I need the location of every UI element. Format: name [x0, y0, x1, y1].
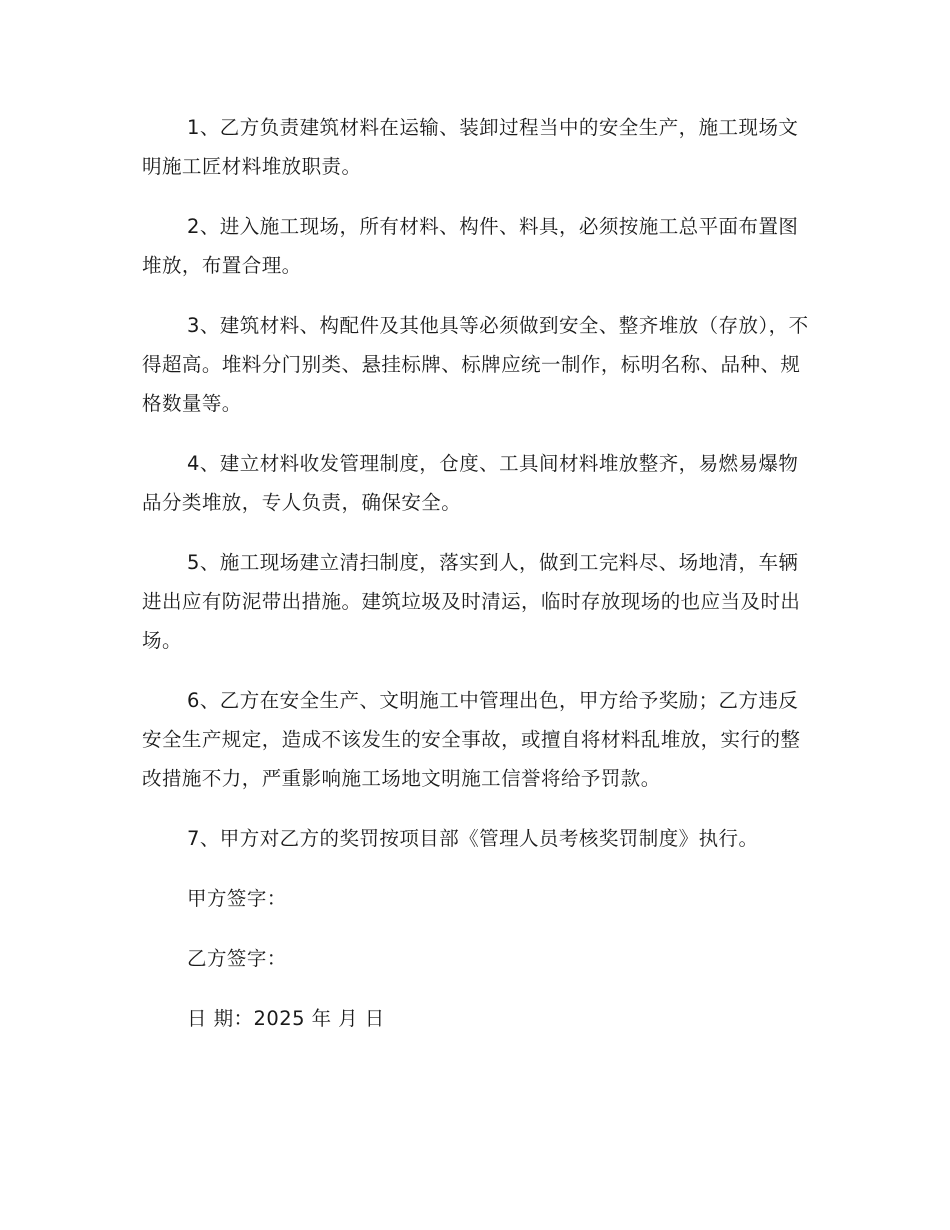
party-a-signature-line: 甲方签字：	[187, 887, 287, 910]
clause-5: 5、施工现场建立清扫制度，落实到人，做到工完料尽、场地清，车辆进出应有防泥带出措施。建筑垃圾及时清运，临时存放现场的也应当及时出场。	[142, 551, 801, 652]
party-b-signature-line: 乙方签字：	[187, 947, 287, 970]
clause-1: 1、乙方负责建筑材料在运输、装卸过程当中的安全生产，施工现场文明施工匠材料堆放职责。	[142, 116, 799, 178]
document-body	[142, 108, 810, 1059]
clause-2: 2、进入施工现场，所有材料、构件、料具，必须按施工总平面布置图堆放，布置合理。	[142, 215, 799, 277]
date-line: 日 期：2025 年 月 日	[187, 1007, 385, 1030]
clause-3: 3、建筑材料、构配件及其他具等必须做到安全、整齐堆放（存放），不得超高。堆料分门别类、悬挂标牌、标牌应统一制作，标明名称、品种、规格数量等。	[142, 314, 809, 415]
clause-6: 6、乙方在安全生产、文明施工中管理出色，甲方给予奖励；乙方违反安全生产规定，造成不该发生的安全事故，或擅自将材料乱堆放，实行的整改措施不力，严重影响施工场地文明施工信誉将给予罚款。	[142, 689, 801, 790]
clause-4: 4、建立材料收发管理制度，仓度、工具间材料堆放整齐，易燃易爆物品分类堆放，专人负责，确保安全。	[142, 452, 799, 514]
clause-7: 7、甲方对乙方的奖罚按项目部《管理人员考核奖罚制度》执行。	[187, 827, 759, 850]
